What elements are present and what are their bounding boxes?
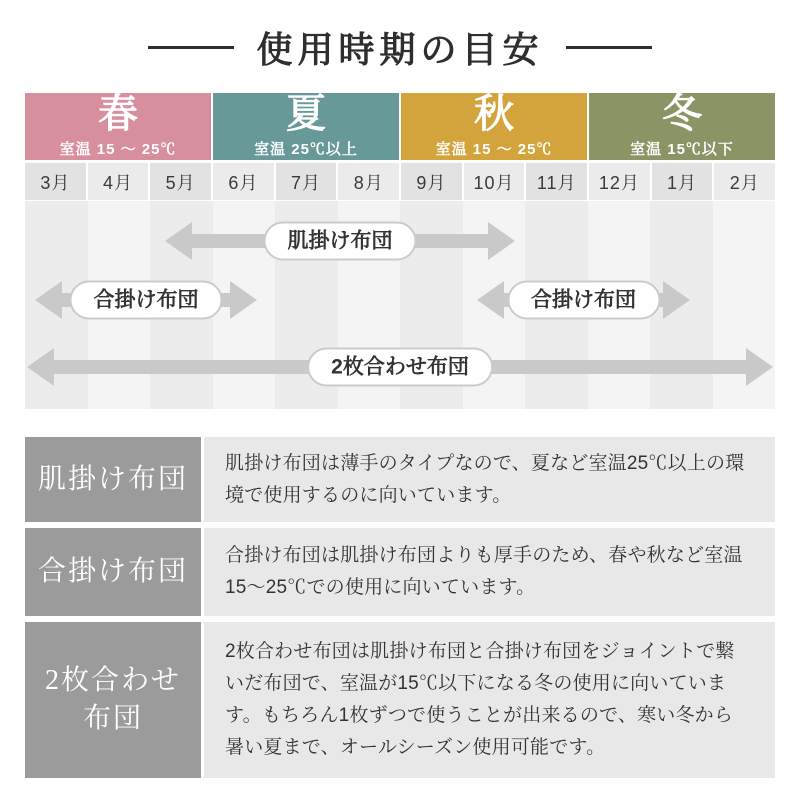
- month-label: 1月: [650, 163, 713, 200]
- season-spring: [25, 93, 211, 160]
- page-title: 使用時期の目安: [256, 29, 544, 70]
- season-name: 春: [98, 91, 138, 137]
- arrow-right-icon: [663, 281, 690, 319]
- season-temp-label: 室温 15 ～ 25℃: [435, 140, 553, 158]
- usage-bar-label: 2枚合わせ布団: [307, 348, 493, 387]
- season-name: 冬: [662, 91, 702, 137]
- usage-bar-nimai-awase: [27, 348, 773, 386]
- description-cell: 合掛け布団は肌掛け布団よりも厚手のため、春や秋など室温15～25℃での使用に向いています。: [204, 528, 775, 616]
- title-dash-right: [566, 46, 652, 49]
- term-cell: 2枚合わせ布団: [25, 622, 201, 778]
- term-cell: 合掛け布団: [25, 528, 201, 616]
- term-cell: 肌掛け布団: [25, 437, 201, 522]
- description-cell: 肌掛け布団は薄手のタイプなので、夏など室温25℃以上の環境で使用するのに向いています。: [204, 437, 775, 522]
- usage-bar-label: 肌掛け布団: [264, 222, 417, 261]
- month-label: 3月: [25, 163, 86, 200]
- arrow-left-icon: [477, 281, 504, 319]
- usage-bar-aigake-left: [35, 281, 257, 319]
- season-summer: [211, 93, 399, 160]
- title-row: [0, 24, 800, 70]
- season-header-row: [25, 93, 775, 160]
- month-label: 10月: [462, 163, 525, 200]
- arrow-left-icon: [35, 281, 62, 319]
- usage-bar-label: 合掛け布団: [507, 281, 660, 320]
- season-name: 夏: [286, 91, 326, 137]
- arrow-right-icon: [230, 281, 257, 319]
- season-name: 秋: [474, 91, 514, 137]
- season-temp-label: 室温 25℃以上: [254, 140, 358, 158]
- month-label: 9月: [399, 163, 462, 200]
- month-label: 5月: [148, 163, 211, 200]
- arrow-right-icon: [746, 348, 773, 386]
- season-winter: [587, 93, 775, 160]
- arrow-right-icon: [488, 222, 515, 260]
- month-label: 11月: [524, 163, 587, 200]
- usage-period-chart: [25, 93, 775, 409]
- usage-bar-hadakake: [165, 222, 515, 260]
- usage-bar-label: 合掛け布団: [70, 281, 223, 320]
- season-autumn: [399, 93, 587, 160]
- month-label: 2月: [712, 163, 775, 200]
- description-cell: 2枚合わせ布団は肌掛け布団と合掛け布団をジョイントで繋いだ布団で、室温が15℃以下になる冬の使用に向いています。もちろん1枚ずつで使うことが出来るので、寒い冬から暑い夏まで、オールシーズン使用可能です。: [204, 622, 775, 778]
- month-label: 12月: [587, 163, 650, 200]
- table-row: [25, 622, 775, 778]
- month-label: 7月: [274, 163, 337, 200]
- arrow-left-icon: [165, 222, 192, 260]
- month-label: 4月: [86, 163, 149, 200]
- title-dash-left: [148, 46, 234, 49]
- table-row: [25, 437, 775, 522]
- futon-info-table: [25, 437, 775, 778]
- month-label: 6月: [211, 163, 274, 200]
- season-temp-label: 室温 15℃以下: [630, 140, 734, 158]
- season-temp-label: 室温 15 ～ 25℃: [59, 140, 177, 158]
- month-label: 8月: [336, 163, 399, 200]
- arrow-left-icon: [27, 348, 54, 386]
- chart-body: [25, 201, 775, 409]
- table-row: [25, 528, 775, 616]
- usage-bar-aigake-right: [477, 281, 690, 319]
- month-header-row: [25, 163, 775, 200]
